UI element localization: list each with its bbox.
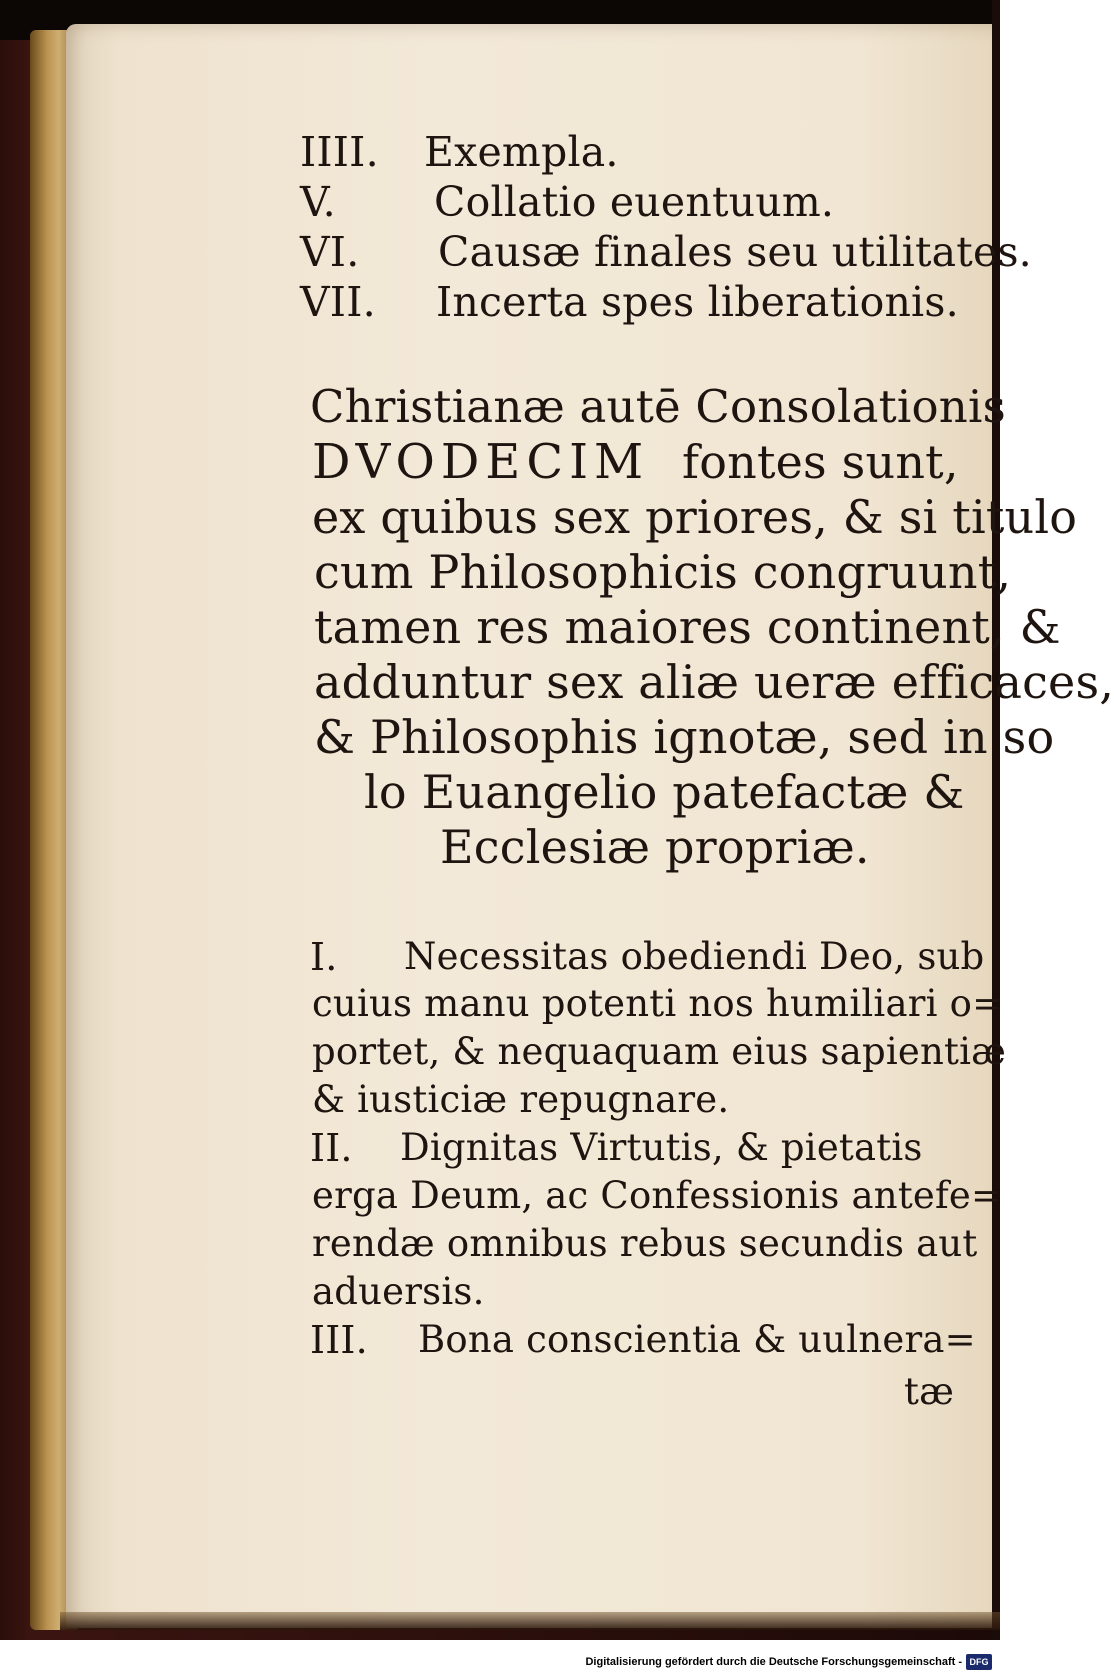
list-item-text: Bona conscientia & uulnera= xyxy=(418,1318,976,1361)
toc-item-number: VI. xyxy=(300,228,360,276)
list-item-text: Dignitas Virtutis, & pietatis xyxy=(400,1126,923,1169)
page-bottom-edge xyxy=(60,1612,1000,1630)
intro-line: cum Philosophicis congruunt, xyxy=(314,545,1012,599)
toc-item-number: VII. xyxy=(300,278,376,326)
list-item-line: aduersis. xyxy=(312,1270,485,1313)
intro-line: Ecclesiæ propriæ. xyxy=(440,820,870,874)
list-item-number: I. xyxy=(310,935,338,979)
list-item-line: cuius manu potenti nos humiliari o= xyxy=(312,982,1004,1025)
list-item-text: Necessitas obediendi Deo, sub xyxy=(404,935,985,978)
toc-item-number: IIII. xyxy=(300,128,379,176)
list-item-line: erga Deum, ac Confessionis antefe= xyxy=(312,1174,1003,1217)
intro-line xyxy=(312,434,959,490)
intro-caps-word: DVODECIM xyxy=(312,434,650,490)
intro-line: tamen res maiores continent, & xyxy=(314,600,1061,654)
toc-item-label: Causæ finales seu utilitates. xyxy=(438,228,1032,276)
footer-credit: Digitalisierung gefördert durch die Deutsche Forschungsgemeinschaft - xyxy=(585,1656,962,1668)
list-item-number: II. xyxy=(310,1126,353,1170)
list-item-line: & iusticiæ repugnare. xyxy=(312,1078,730,1121)
catchword: tæ xyxy=(904,1370,955,1413)
dfg-logo: DFG xyxy=(966,1654,992,1670)
digitization-footer xyxy=(0,1650,1000,1676)
intro-line: & Philosophis ignotæ, sed in so xyxy=(314,710,1055,764)
toc-item-label: Collatio euentuum. xyxy=(434,178,835,226)
toc-item-number: V. xyxy=(300,178,336,226)
list-item-line: rendæ omnibus rebus secundis aut xyxy=(312,1222,978,1265)
intro-line: adduntur sex aliæ ueræ efficaces, xyxy=(314,655,1114,709)
list-item-line: portet, & nequaquam eius sapientiæ xyxy=(312,1030,1007,1073)
intro-line: ex quibus sex priores, & si titulo xyxy=(312,490,1078,544)
intro-line-rest: fontes sunt, xyxy=(682,435,959,489)
toc-item-label: Incerta spes liberationis. xyxy=(436,278,959,326)
list-item-number: III. xyxy=(310,1318,368,1362)
intro-line: Christianæ autē Consolationis xyxy=(310,380,1006,433)
intro-line: lo Euangelio patefactæ & xyxy=(364,765,965,819)
toc-item-label: Exempla. xyxy=(424,128,619,176)
